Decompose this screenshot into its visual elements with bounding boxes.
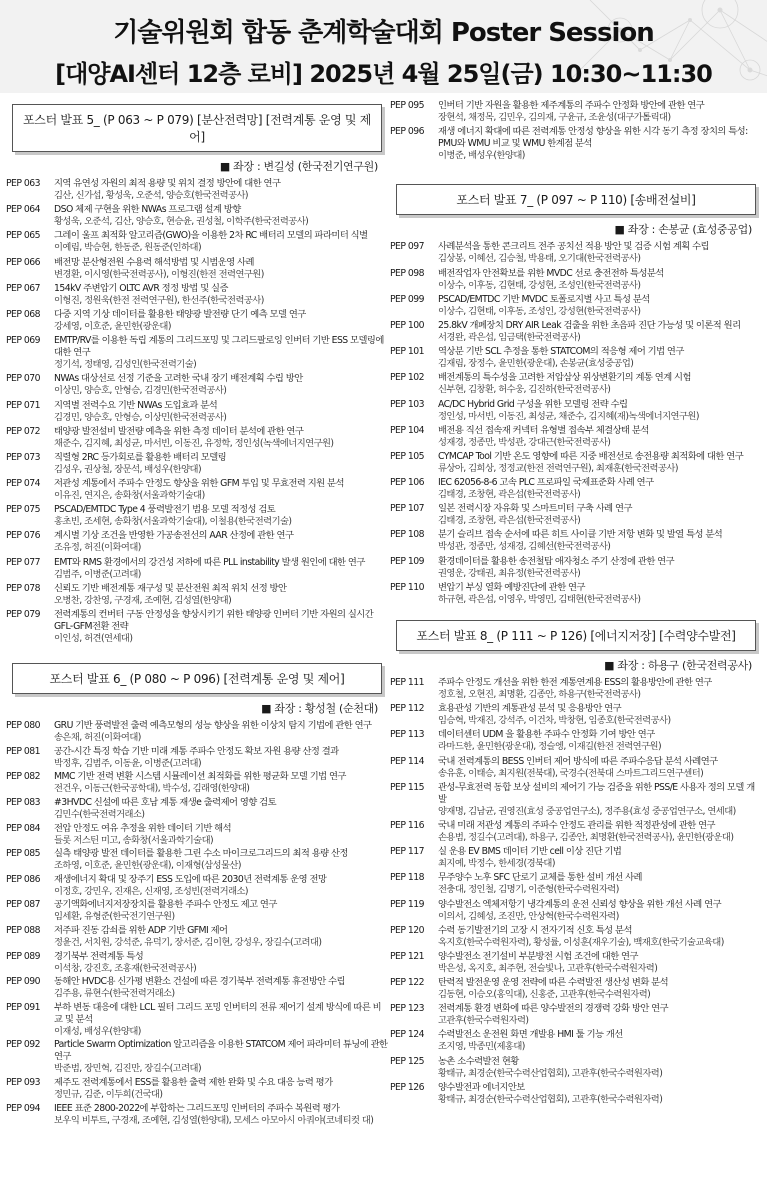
poster-title: CYMCAP Tool 기반 온도 영향에 따른 지중 배전선로 송전용량 최적화에 대한 연구 bbox=[438, 450, 744, 462]
poster-entry bbox=[390, 925, 762, 949]
poster-title: 국내 전력계통의 BESS 인버터 제어 방식에 따른 주파수응답 분석 사례연구 bbox=[438, 755, 718, 767]
session-8-header: 포스터 발표 8_ (P 111 ~ P 126) [에너지저장] [수력양수발전] bbox=[396, 620, 756, 651]
session-6-list-continued bbox=[390, 100, 762, 162]
poster-authors: 정호철, 오현진, 최명환, 김종안, 하용구(한국전력공사) bbox=[438, 689, 641, 700]
poster-entry bbox=[6, 1039, 388, 1075]
poster-entry bbox=[6, 899, 388, 923]
poster-entry bbox=[6, 1103, 388, 1127]
poster-entry bbox=[6, 178, 388, 202]
poster-authors: 이유진, 연지은, 송화창(서울과학기술대) bbox=[54, 490, 205, 502]
poster-code: PEP 101 bbox=[390, 346, 424, 358]
poster-authors: 홍초빈, 조세현, 송화창(서울과학기술대), 이철용(한국전력기술) bbox=[54, 516, 292, 528]
poster-title: NWAs 대상선로 선정 기준을 고려한 국내 장기 배전계획 수립 방안 bbox=[54, 373, 303, 385]
poster-authors: 정민규, 김준, 이두희(건국대) bbox=[54, 1088, 163, 1100]
poster-title: 동해안 HVDC용 신가평 변환소 건설에 따른 경기북부 전력계통 휴전방안 수립 bbox=[54, 976, 345, 988]
poster-code: PEP 126 bbox=[390, 1081, 424, 1093]
poster-title: MMC 기반 전력 변환 시스템 시뮬레이션 최적화를 위한 평균화 모델 기법 연구 bbox=[54, 771, 346, 783]
poster-entry bbox=[390, 503, 762, 527]
poster-authors: 임세환, 유형준(한국전기연구원) bbox=[54, 911, 175, 923]
poster-code: PEP 074 bbox=[6, 478, 40, 490]
poster-title: Particle Swarm Optimization 알고리즘을 이용한 STATCOM 제어 파라미터 튜닝에 관한 연구 bbox=[54, 1039, 388, 1063]
poster-title: 전력계통 환경 변화에 따른 양수발전의 경쟁력 강화 방안 연구 bbox=[438, 1003, 669, 1015]
poster-code: PEP 066 bbox=[6, 256, 40, 268]
poster-code: PEP 094 bbox=[6, 1102, 40, 1114]
poster-code: PEP 092 bbox=[6, 1039, 40, 1051]
poster-title: 제주도 전력계통에서 ESS를 활용한 출력 제한 완화 및 수요 대응 능력 평가 bbox=[54, 1076, 333, 1088]
poster-authors: 최지예, 박정수, 한세경(경북대) bbox=[438, 858, 555, 870]
poster-code: PEP 100 bbox=[390, 319, 424, 331]
poster-authors: 하규현, 곽은섭, 이영우, 박영민, 김태현(한국전력공사) bbox=[438, 593, 641, 605]
poster-authors: 양재명, 김남균, 권영진(효성 중공업연구소), 정주용(효성 중공업연구소, 연세대) bbox=[438, 805, 736, 817]
poster-entry bbox=[6, 283, 388, 307]
poster-authors: 조지영, 박종민(제홍대) bbox=[438, 1041, 525, 1053]
poster-title: 재생 에너지 확대에 따른 전력계통 안정성 향상을 위한 시각 동기 측정 장치의 특성: PMU와 WMU 비교 및 WMU 한계점 분석 bbox=[438, 126, 748, 150]
poster-code: PEP 125 bbox=[390, 1055, 424, 1067]
poster-code: PEP 096 bbox=[390, 126, 424, 138]
poster-entry bbox=[390, 1003, 762, 1027]
poster-title: 지역별 전력수요 기반 NWAs 도입효과 분석 bbox=[54, 399, 218, 411]
poster-authors: 채준수, 김지혜, 최성균, 마서빈, 이동진, 유정학, 정인성(녹색에너지연구원) bbox=[54, 437, 334, 449]
poster-entry bbox=[390, 399, 762, 423]
poster-title: 태양광 발전설비 발전량 예측을 위한 측정 데이터 분석에 관한 연구 bbox=[54, 425, 304, 437]
right-column bbox=[390, 100, 762, 1177]
poster-entry bbox=[6, 797, 388, 821]
poster-authors: 황태규, 최경순(한국수력산업협회), 고관후(한국수력원자력) bbox=[438, 1067, 663, 1079]
poster-code: PEP 107 bbox=[390, 503, 424, 515]
poster-title: 저주파 진동 감쇠를 위한 ADP 기반 GFMI 제어 bbox=[54, 924, 228, 936]
poster-authors: 이형진, 정원욱(한전 전력연구원), 한선주(한국전력공사) bbox=[54, 294, 264, 306]
poster-entry bbox=[6, 874, 388, 898]
poster-code: PEP 113 bbox=[390, 729, 424, 741]
poster-authors: 김주용, 류현수(한국전력거래소) bbox=[54, 988, 175, 1000]
poster-code: PEP 119 bbox=[390, 898, 424, 910]
poster-title: EMT와 RMS 환경에서의 강건성 저하에 따른 PLL instability 발생 원인에 대한 연구 bbox=[54, 556, 365, 568]
poster-title: 무주양수 노후 SFC 단로기 교체를 통한 설비 개선 사례 bbox=[438, 872, 642, 884]
poster-entry bbox=[6, 583, 388, 607]
poster-entry bbox=[6, 746, 388, 770]
poster-title: EMTP/RV를 이용한 독립 계통의 그리드포밍 및 그리드팔로잉 인버터 기반 ESS 모델링에 대한 연구 bbox=[54, 335, 384, 359]
poster-title: 변압기 부싱 열화 예방진단에 관한 연구 bbox=[438, 581, 585, 593]
poster-entry bbox=[6, 530, 388, 554]
poster-entry bbox=[390, 820, 762, 844]
poster-code: PEP 070 bbox=[6, 373, 40, 385]
poster-authors: 박성관, 정종만, 성재경, 김혜선(한국전력공사) bbox=[438, 541, 611, 553]
poster-title: 수력발전소 운전원 화면 개발용 HMI 툴 기능 개선 bbox=[438, 1029, 623, 1041]
poster-entry bbox=[390, 556, 762, 580]
poster-code: PEP 124 bbox=[390, 1029, 424, 1041]
poster-entry bbox=[390, 126, 762, 162]
poster-title: 실 운용 EV BMS 데이터 기반 cell 이상 진단 기법 bbox=[438, 846, 622, 858]
poster-authors: 이병준, 배성우(한양대) bbox=[438, 150, 525, 162]
poster-authors: 보우익 비투트, 구경재, 조예현, 김성열(한양대), 모세스 아모아시 아쿼야(코네티컷 대) bbox=[54, 1114, 374, 1126]
poster-title: IEEE 표준 2800-2022에 부합하는 그리드포밍 인버터의 주파수 복원력 평가 bbox=[54, 1102, 340, 1114]
poster-authors: 김상봉, 이혜선, 김승철, 박용태, 오기대(한국전력공사) bbox=[438, 253, 641, 265]
poster-code: PEP 073 bbox=[6, 451, 40, 463]
poster-entry bbox=[390, 529, 762, 553]
poster-title: DSO 체제 구현을 위한 NWAs 프로그램 설계 방향 bbox=[54, 204, 241, 216]
poster-entry bbox=[6, 452, 388, 476]
poster-authors: 김재림, 장정수, 윤민한(광운대), 손봉균(효성중공업) bbox=[438, 358, 634, 370]
poster-title: 데이터센터 UDM 을 활용한 주파수 안정화 기여 방안 연구 bbox=[438, 729, 655, 741]
poster-authors: 김산, 신가섭, 황성욱, 오준석, 양승호(한국전력공사) bbox=[54, 190, 249, 201]
session-6-header: 포스터 발표 6_ (P 080 ~ P 096) [전력계통 운영 및 제어] bbox=[12, 663, 382, 694]
poster-authors: 옥지호(한국수력원자력), 황성률, 이성훈(재우기술), 백재호(한국기술교육대) bbox=[438, 936, 724, 948]
poster-code: PEP 097 bbox=[390, 241, 424, 253]
poster-entry bbox=[390, 294, 762, 318]
poster-title: 양수발전소 엑체저항기 냉각계통의 운전 신뢰성 향상을 위한 개선 사례 연구 bbox=[438, 898, 722, 910]
poster-code: PEP 089 bbox=[6, 950, 40, 962]
poster-title: 관성-무효전력 동합 보상 설비의 제어기 가능 검증을 위한 PSS/E 사용자 정의 모델 개발 bbox=[438, 781, 755, 805]
poster-code: PEP 077 bbox=[6, 556, 40, 568]
poster-entry bbox=[390, 872, 762, 896]
poster-entry bbox=[6, 951, 388, 975]
poster-title: 경기북부 전력계통 특성 bbox=[54, 950, 144, 962]
poster-authors: 류상아, 김희상, 정정교(한전 전력연구원), 최재훈(한국전력공사) bbox=[438, 462, 678, 474]
poster-authors: 변경환, 이시영(한국전력공사), 이형진(한전 전력연구원) bbox=[54, 268, 264, 280]
poster-title: 전압 안정도 여유 추정을 위한 데이터 기반 해석 bbox=[54, 822, 232, 834]
poster-code: PEP 122 bbox=[390, 977, 424, 989]
poster-code: PEP 109 bbox=[390, 555, 424, 567]
poster-authors: 권영운, 강태권, 최유정(한국전력공사) bbox=[438, 567, 581, 579]
poster-code: PEP 106 bbox=[390, 477, 424, 489]
poster-code: PEP 110 bbox=[390, 581, 424, 593]
poster-entry bbox=[390, 782, 762, 818]
poster-code: PEP 071 bbox=[6, 399, 40, 411]
poster-entry bbox=[390, 346, 762, 370]
poster-entry bbox=[6, 400, 388, 424]
poster-authors: 서경완, 곽은섭, 임금택(한국전력공사) bbox=[438, 331, 581, 343]
poster-code: PEP 091 bbox=[6, 1001, 40, 1013]
poster-code: PEP 123 bbox=[390, 1003, 424, 1015]
poster-authors: 김민수(한국전력거래소) bbox=[54, 808, 145, 820]
poster-code: PEP 105 bbox=[390, 450, 424, 462]
poster-authors: 이상수, 이후동, 김현태, 강성현, 조성인(한국전력공사) bbox=[438, 279, 641, 291]
poster-title: IEC 62056-8-6 고속 PLC 프로파일 국제표준화 사례 연구 bbox=[438, 477, 654, 489]
poster-title: 지역 유연성 자원의 최적 용량 및 위치 결정 방안에 대한 연구 bbox=[54, 178, 281, 189]
poster-authors: 신부현, 김창환, 허수웅, 김진하(한국전력공사) bbox=[438, 384, 611, 396]
poster-entry bbox=[390, 451, 762, 475]
poster-authors: 이석창, 강진호, 조홍재(한국전력공사) bbox=[54, 962, 197, 974]
poster-authors: 강세영, 이호준, 윤민한(광운대) bbox=[54, 320, 171, 332]
poster-entry bbox=[6, 925, 388, 949]
poster-entry bbox=[390, 729, 762, 753]
poster-code: PEP 102 bbox=[390, 372, 424, 384]
poster-entry bbox=[390, 100, 762, 124]
poster-authors: 조하영, 이호준, 윤민한(광운대), 이재형(삼성물산) bbox=[54, 860, 241, 872]
poster-code: PEP 063 bbox=[6, 178, 40, 189]
poster-code: PEP 079 bbox=[6, 609, 40, 620]
session-7-chair: ■ 좌장 : 손봉균 (효성중공업) bbox=[614, 223, 752, 237]
venue-date-time: [대양AI센터 12층 로비] 2025년 4월 25일(금) 10:30~11:30 bbox=[55, 60, 712, 88]
poster-entry bbox=[6, 335, 388, 371]
poster-authors: 김경민, 양승호, 안형승, 이상민(한국전력공사) bbox=[54, 411, 227, 423]
poster-entry bbox=[390, 1082, 762, 1106]
poster-entry bbox=[6, 823, 388, 847]
poster-title: PSCAD/EMTDC Type 4 풍력발전기 범용 모델 적정성 검토 bbox=[54, 504, 276, 516]
poster-code: PEP 081 bbox=[6, 745, 40, 757]
session-7-list bbox=[390, 241, 762, 605]
poster-title: 배전작업자 안전확보를 위한 MVDC 선로 충전전하 특성분석 bbox=[438, 267, 664, 279]
poster-title: 전력계통의 컨버터 구동 안정성을 향상시키기 위한 태양광 인버터 기반 자원의 실시간 GFL-GFM전환 전략 bbox=[54, 609, 374, 632]
page-header bbox=[0, 0, 767, 93]
poster-entry bbox=[6, 478, 388, 502]
poster-code: PEP 115 bbox=[390, 781, 424, 793]
poster-authors: 이의서, 김혜성, 조진만, 안상혁(한국수력원자력) bbox=[438, 910, 619, 922]
poster-authors: 정윤건, 서치원, 강석준, 유덕기, 장서준, 김이현, 강성우, 장길수(고려대) bbox=[54, 936, 322, 948]
poster-title: 저관성 계통에서 주파수 안정도 향상을 위한 GFM 투입 및 무효전력 지원 분석 bbox=[54, 478, 344, 490]
poster-title: 일본 전력시장 자유화 및 스마트미터 구축 사례 연구 bbox=[438, 503, 632, 515]
poster-entry bbox=[390, 582, 762, 606]
poster-authors: 송은채, 허진(이화여대) bbox=[54, 732, 141, 744]
poster-code: PEP 068 bbox=[6, 308, 40, 320]
poster-authors: 김태경, 조창현, 곽은섭(한국전력공사) bbox=[438, 489, 581, 501]
poster-authors: 황태규, 최경순(한국수력산업협회), 고관후(한국수력원자력) bbox=[438, 1093, 663, 1105]
poster-title: 양수발전과 에너지안보 bbox=[438, 1081, 525, 1093]
poster-entry bbox=[6, 1002, 388, 1038]
poster-authors: 고관후(한국수력원자력) bbox=[438, 1015, 529, 1027]
poster-title: 분기 슬리브 접속 순서에 따른 히트 사이클 기반 저항 변화 및 발열 특성 분석 bbox=[438, 529, 723, 541]
session-5-header: 포스터 발표 5_ (P 063 ~ P 079) [분산전력망] [전력계통 운영 및 제어] bbox=[12, 104, 382, 152]
poster-title: 직렬형 2RC 등가회로를 활용한 배터리 모델링 bbox=[54, 451, 227, 463]
poster-entry bbox=[390, 425, 762, 449]
poster-entry bbox=[6, 976, 388, 1000]
left-column bbox=[6, 100, 388, 1177]
session-7-header: 포스터 발표 7_ (P 097 ~ P 110) [송배전설비] bbox=[396, 184, 756, 215]
poster-authors: 손용범, 정길수(고려대), 하용구, 김종안, 최명환(한국전력공사), 윤민한(광운대) bbox=[438, 831, 734, 843]
poster-authors: 성재경, 정종만, 박성관, 강대근(한국전력공사) bbox=[438, 436, 611, 448]
poster-entry bbox=[6, 557, 388, 581]
poster-title: 실측 태양광 발전 데이터를 활용한 그린 수소 마이크로그리드의 최적 용량 산정 bbox=[54, 848, 348, 860]
poster-authors: 들롯 저스틴 미고, 송화창(서울과학기술대) bbox=[54, 834, 214, 846]
session-5-chair: ■ 좌장 : 변길성 (한국전기연구원) bbox=[219, 160, 378, 173]
poster-code: PEP 121 bbox=[390, 950, 424, 962]
poster-entry bbox=[390, 899, 762, 923]
poster-entry bbox=[6, 373, 388, 397]
poster-title: 다중 지역 기상 데이터를 활용한 태양광 발전량 단기 예측 모델 연구 bbox=[54, 308, 306, 320]
poster-entry bbox=[6, 848, 388, 872]
poster-title: 배전계통의 특수성을 고려한 저압삼상 위상변환기의 계통 연계 시험 bbox=[438, 372, 691, 384]
poster-entry bbox=[6, 426, 388, 450]
poster-title: GRU 기반 풍력발전 출력 예측모형의 성능 향상을 위한 이상치 탐지 기법에 관한 연구 bbox=[54, 720, 372, 732]
session-6-chair: ■ 좌장 : 황성철 (순천대) bbox=[261, 702, 378, 716]
poster-code: PEP 088 bbox=[6, 924, 40, 936]
session-8-list bbox=[390, 677, 762, 1106]
poster-entry bbox=[6, 720, 388, 744]
poster-entry bbox=[390, 477, 762, 501]
poster-authors: 이재성, 배성우(한양대) bbox=[54, 1025, 141, 1037]
poster-title: 농촌 소수력발전 현황 bbox=[438, 1055, 519, 1067]
poster-code: PEP 098 bbox=[390, 267, 424, 279]
poster-code: PEP 085 bbox=[6, 848, 40, 860]
poster-code: PEP 083 bbox=[6, 796, 40, 808]
poster-code: PEP 069 bbox=[6, 335, 40, 347]
poster-title: AC/DC Hybrid Grid 구성을 위한 모델링 전략 수립 bbox=[438, 398, 628, 410]
poster-authors: 임승혁, 박재진, 강석주, 이건차, 박창현, 임종호(한국전력공사) bbox=[438, 715, 671, 727]
poster-code: PEP 112 bbox=[390, 703, 424, 715]
poster-entry bbox=[6, 309, 388, 333]
poster-title: 수력 동기발전기의 고장 시 전자기적 신호 특성 분석 bbox=[438, 924, 632, 936]
poster-title: 계시별 기상 조건을 반영한 가공송전선의 AAR 산정에 관한 연구 bbox=[54, 530, 294, 542]
poster-code: PEP 084 bbox=[6, 822, 40, 834]
poster-title: 재생에너지 확대 및 장주기 ESS 도입에 따른 2030년 전력계통 운영 전망 bbox=[54, 873, 327, 885]
poster-entry bbox=[390, 241, 762, 265]
poster-entry bbox=[6, 257, 388, 281]
poster-code: PEP 065 bbox=[6, 230, 40, 242]
poster-code: PEP 080 bbox=[6, 720, 40, 732]
poster-entry bbox=[6, 1077, 388, 1101]
poster-authors: 박준범, 장민혁, 김진만, 장길수(고려대) bbox=[54, 1063, 202, 1075]
poster-entry bbox=[6, 204, 388, 228]
poster-title: 국내 미래 저관성 계통의 주파수 안정도 관리를 위한 적정관성에 관한 연구 bbox=[438, 819, 715, 831]
poster-entry bbox=[390, 951, 762, 975]
poster-entry bbox=[6, 230, 388, 254]
poster-authors: 정인성, 마서빈, 이동진, 최성균, 채준수, 김지혜(재)녹색에너지연구원) bbox=[438, 410, 699, 422]
session-5-list bbox=[6, 178, 388, 645]
poster-entry bbox=[6, 771, 388, 795]
poster-title: PSCAD/EMTDC 기반 MVDC 토폴로지별 사고 특성 분석 bbox=[438, 293, 650, 305]
poster-code: PEP 075 bbox=[6, 504, 40, 516]
poster-title: 인버터 기반 자원을 활용한 제주계통의 주파수 안정화 방안에 관한 연구 bbox=[438, 100, 705, 111]
poster-title: 그레이 울프 최적화 알고리즘(GWO)을 이용한 2차 RC 배터리 모델의 파라미터 식별 bbox=[54, 230, 368, 242]
session-6-list bbox=[6, 720, 388, 1126]
poster-title: 환경데이터를 활용한 송전철탑 애자청소 주기 산정에 관한 연구 bbox=[438, 555, 675, 567]
poster-entry bbox=[390, 677, 762, 701]
poster-code: PEP 108 bbox=[390, 529, 424, 541]
poster-title: 154kV 주변압기 OLTC AVR 정정 방법 및 실증 bbox=[54, 282, 228, 294]
session-title: 기술위원회 합동 춘계학술대회 Poster Session bbox=[113, 18, 654, 48]
poster-authors: 장현석, 채정목, 김민우, 김의재, 구윤규, 조윤성(대구가톨릭대) bbox=[438, 112, 671, 123]
poster-authors: 정기석, 정태영, 김성인(한국전력기술) bbox=[54, 359, 197, 371]
poster-title: 역상분 기반 SCL 추정을 통한 STATCOM의 적응형 제어 기법 연구 bbox=[438, 346, 684, 358]
poster-authors: 오병찬, 강찬영, 구경재, 조예현, 김성열(한양대) bbox=[54, 594, 232, 606]
poster-authors: 전충대, 정인철, 김명기, 이준형(한국수력원자력) bbox=[438, 884, 619, 896]
poster-authors: 김태경, 조창현, 곽은섭(한국전력공사) bbox=[438, 515, 581, 527]
poster-title: 탄력적 발전운영 운영 전략에 따른 수력발전 생산성 변화 분석 bbox=[438, 977, 669, 989]
poster-entry bbox=[390, 1056, 762, 1080]
poster-entry bbox=[390, 846, 762, 870]
poster-entry bbox=[390, 320, 762, 344]
poster-title: 25.8kV 개폐장치 DRY AIR Leak 검출을 위한 초음파 진단 가능성 및 이론적 원리 bbox=[438, 319, 741, 331]
poster-title: 배전용 직선 접속재 커넥터 유형별 접속부 체결상태 분석 bbox=[438, 424, 649, 436]
poster-code: PEP 078 bbox=[6, 582, 40, 594]
poster-authors: 황성욱, 오준석, 김산, 양승호, 현승윤, 권성철, 이학주(한국전력공사) bbox=[54, 216, 309, 228]
poster-title: 공간-시간 특징 학습 기반 미래 계통 주파수 안정도 확보 자원 용량 산정 결과 bbox=[54, 745, 339, 757]
poster-title: 효용관성 기반의 계통관성 분석 및 응용방안 연구 bbox=[438, 703, 622, 715]
poster-code: PEP 064 bbox=[6, 204, 40, 216]
poster-code: PEP 072 bbox=[6, 425, 40, 437]
poster-title: 부하 변동 대응에 대한 LCL 필터 그리드 포밍 인버터의 전류 제어기 설계 방식에 따른 비교 및 분석 bbox=[54, 1001, 382, 1025]
poster-title: 배전망 분산형전원 수용력 해석방법 및 시범운영 사례 bbox=[54, 256, 254, 268]
poster-title: #3HVDC 신설에 따른 호남 계통 재생e 출력제어 영향 검토 bbox=[54, 796, 277, 808]
poster-entry bbox=[390, 756, 762, 780]
poster-authors: 김동현, 이승오(홍익대), 신홍준, 고관후(한국수력원자력) bbox=[438, 989, 651, 1001]
poster-title: 공기액화에너지저장장치를 활용한 주파수 안정도 제고 연구 bbox=[54, 899, 277, 911]
poster-code: PEP 099 bbox=[390, 293, 424, 305]
poster-title: 신뢰도 기반 배전계통 재구성 및 분산전원 최적 위치 선정 방안 bbox=[54, 582, 287, 594]
poster-title: 주파수 안정도 개선을 위한 한전 계통연계용 ESS의 활용방안에 관한 연구 bbox=[438, 677, 712, 688]
poster-authors: 이상수, 김현태, 이후동, 조성인, 강성현(한국전력공사) bbox=[438, 305, 641, 317]
poster-authors: 김성우, 권상철, 장문석, 배성우(한양대) bbox=[54, 463, 202, 475]
poster-entry bbox=[390, 268, 762, 292]
poster-code: PEP 067 bbox=[6, 282, 40, 294]
poster-title: 양수발전소 전기설비 부분방전 시험 조건에 대한 연구 bbox=[438, 950, 638, 962]
poster-code: PEP 086 bbox=[6, 873, 40, 885]
poster-code: PEP 116 bbox=[390, 819, 424, 831]
poster-authors: 김범주, 이병준(고려대) bbox=[54, 568, 141, 580]
poster-code: PEP 104 bbox=[390, 424, 424, 436]
poster-code: PEP 082 bbox=[6, 771, 40, 783]
poster-code: PEP 095 bbox=[390, 100, 424, 111]
poster-authors: 라마드한, 윤민한(광운대), 정슬엥, 이재길(한전 전력연구원) bbox=[438, 741, 662, 753]
poster-authors: 이예림, 박승현, 한동준, 원동준(인하대) bbox=[54, 242, 202, 254]
poster-code: PEP 090 bbox=[6, 976, 40, 988]
poster-authors: 박정후, 김범주, 이동윤, 이병준(고려대) bbox=[54, 757, 202, 769]
poster-entry bbox=[390, 977, 762, 1001]
poster-code: PEP 087 bbox=[6, 899, 40, 911]
poster-authors: 이상민, 양승호, 안형승, 김경민(한국전력공사) bbox=[54, 385, 227, 397]
poster-authors: 조유정, 허진(이화여대) bbox=[54, 542, 141, 554]
poster-code: PEP 076 bbox=[6, 530, 40, 542]
poster-code: PEP 114 bbox=[390, 755, 424, 767]
poster-authors: 송유훈, 이태승, 최지원(전북대), 국경수(전북대 스마트그리드연구센터) bbox=[438, 767, 704, 779]
poster-code: PEP 117 bbox=[390, 846, 424, 858]
session-8-chair: ■ 좌장 : 하용구 (한국전력공사) bbox=[604, 659, 752, 672]
poster-entry bbox=[6, 609, 388, 645]
poster-code: PEP 111 bbox=[390, 677, 424, 688]
poster-authors: 이정호, 강민우, 진재은, 신재영, 조성빈(전력거래소) bbox=[54, 885, 249, 897]
poster-code: PEP 103 bbox=[390, 398, 424, 410]
poster-entry bbox=[390, 1029, 762, 1053]
poster-code: PEP 093 bbox=[6, 1076, 40, 1088]
poster-authors: 박은성, 옥지호, 최주현, 전슬빛나, 고관후(한국수력원자력) bbox=[438, 962, 658, 974]
poster-code: PEP 118 bbox=[390, 872, 424, 884]
poster-authors: 이인성, 허견(연세대) bbox=[54, 633, 133, 644]
poster-title: 사례분석을 통한 콘크리트 전주 공치선 적용 방안 및 검증 시험 계획 수립 bbox=[438, 241, 709, 253]
poster-entry bbox=[6, 504, 388, 528]
poster-entry bbox=[390, 372, 762, 396]
poster-authors: 전건우, 이동근(한국공학대), 박수성, 김래영(한양대) bbox=[54, 783, 250, 795]
poster-code: PEP 120 bbox=[390, 924, 424, 936]
poster-entry bbox=[390, 703, 762, 727]
